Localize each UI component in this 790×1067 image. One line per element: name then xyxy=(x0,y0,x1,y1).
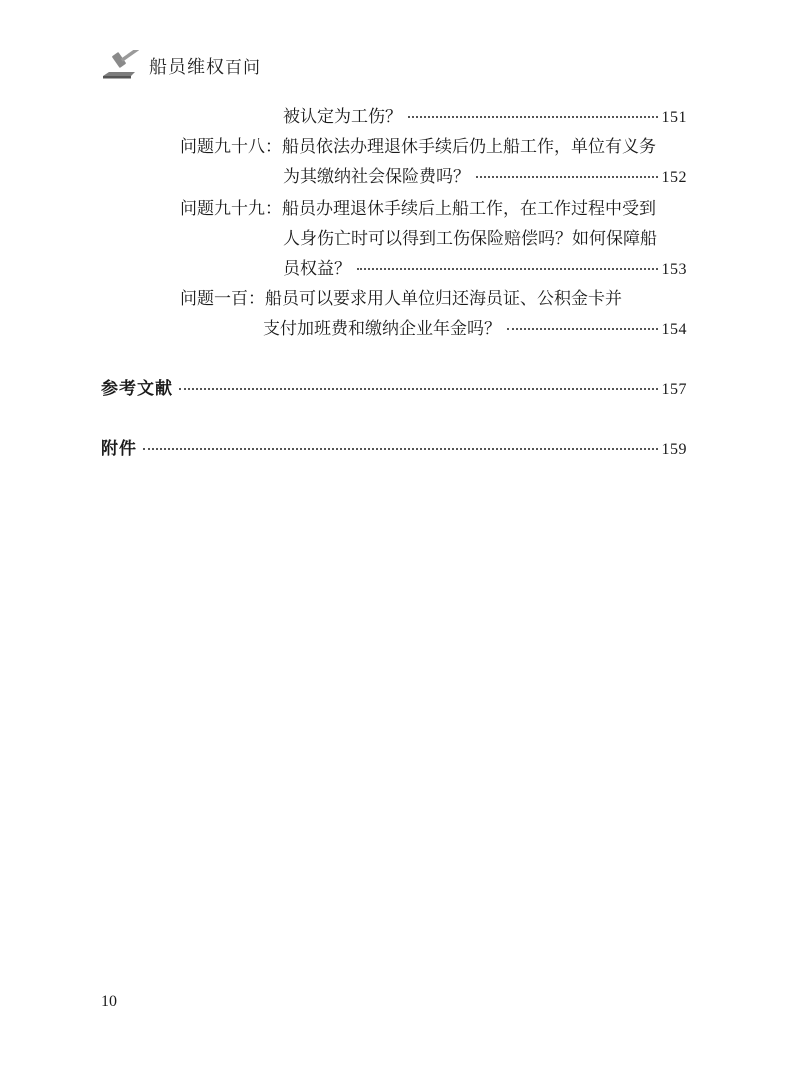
toc-entry-q99[interactable] xyxy=(180,198,687,220)
toc-entry-appendix[interactable] xyxy=(101,438,687,461)
toc-entry-text: 问题九十八：船员依法办理退休手续后仍上船工作，单位有义务 xyxy=(180,137,656,157)
toc-chapter-title: 参考文献 xyxy=(101,379,173,399)
toc-entry-text: 为其缴纳社会保险费吗？ xyxy=(283,167,470,187)
toc-page-number: 157 xyxy=(661,381,687,398)
toc-entry-text: 问题九十九：船员办理退休手续后上船工作，在工作过程中受到 xyxy=(180,199,656,219)
toc-entry-text: 员权益？ xyxy=(283,259,351,279)
toc-entry-q99-line2[interactable] xyxy=(283,228,687,250)
dot-leader xyxy=(408,115,658,118)
toc-entry-q97-continuation[interactable] xyxy=(283,106,687,129)
toc-page-number: 159 xyxy=(661,441,687,458)
toc-entry-q98[interactable] xyxy=(180,136,687,158)
book-title xyxy=(149,53,261,79)
toc-entry-q100[interactable] xyxy=(180,288,687,310)
toc-entry-q100-line2[interactable] xyxy=(263,318,687,341)
toc-entry-text: 问题一百：船员可以要求用人单位归还海员证、公积金卡并 xyxy=(180,289,622,309)
toc-entry-text: 人身伤亡时可以得到工伤保险赔偿吗？如何保障船 xyxy=(283,229,657,249)
dot-leader xyxy=(357,267,658,270)
toc-page-number: 153 xyxy=(661,261,687,278)
dot-leader xyxy=(476,175,658,178)
toc-chapter-title: 附件 xyxy=(101,439,137,459)
toc-entry-references[interactable] xyxy=(101,378,687,401)
toc-entry-q99-line3[interactable] xyxy=(283,258,687,281)
dot-leader xyxy=(507,327,658,330)
toc-entry-text: 支付加班费和缴纳企业年金吗？ xyxy=(263,319,501,339)
book-title-main: 船员维权 xyxy=(149,57,225,78)
toc-page-number: 151 xyxy=(661,109,687,126)
gavel-icon xyxy=(101,50,145,80)
footer-page-number: 10 xyxy=(101,993,117,1010)
toc-entry-text: 被认定为工伤？ xyxy=(283,107,402,127)
book-title-deco: 百问 xyxy=(225,58,261,78)
toc-page-number: 152 xyxy=(661,169,687,186)
toc-entry-q98-line2[interactable] xyxy=(283,166,687,189)
toc-page-number: 154 xyxy=(661,321,687,338)
dot-leader xyxy=(179,387,658,390)
dot-leader xyxy=(143,447,658,450)
running-header xyxy=(101,48,361,84)
